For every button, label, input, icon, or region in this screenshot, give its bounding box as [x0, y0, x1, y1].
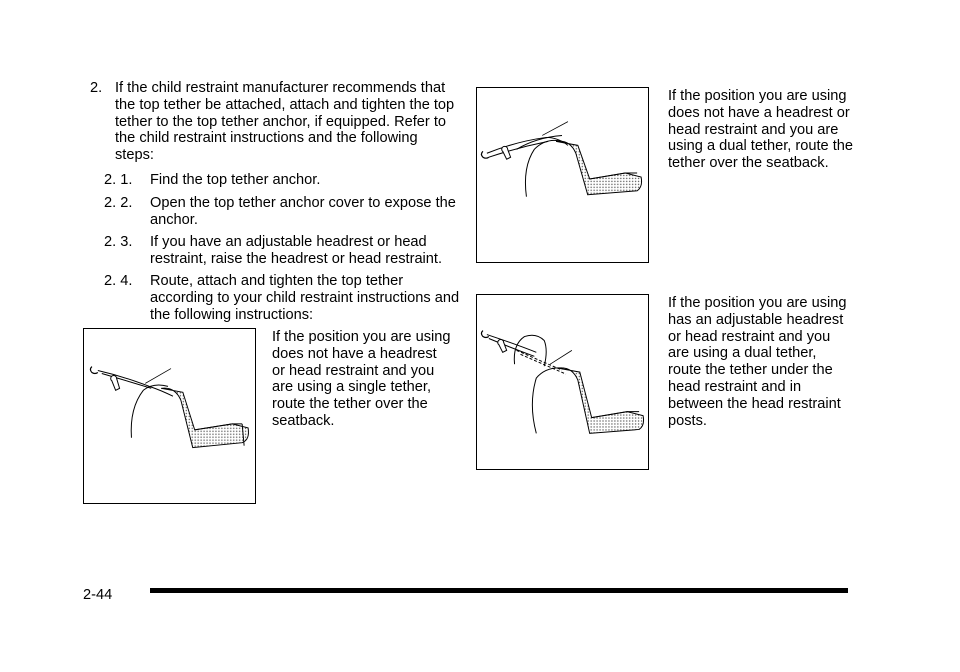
substep-number: 2. 4. [104, 273, 133, 289]
figure-dual-tether-over-seatback [476, 87, 649, 263]
substep-text: Open the top tether anchor cover to expose the anchor. [150, 195, 456, 228]
substep-2-4 [104, 273, 464, 323]
caption-dual-tether-with-headrest: If the position you are using has an adjustable headrest or head restraint and you are using a dual tether, route the tether under the head restraint and in between the head restraint posts. [668, 295, 847, 429]
caption-dual-tether-no-headrest: If the position you are using does not have a headrest or head restraint and you are using a dual tether, route the tether over the seatback. [668, 88, 853, 172]
step-2-text: If the child restraint manufacturer recommends that the top tether be attached, attach and tighten the top tether to the top tether anchor, if equipped. Refer to the child restraint instructions and the following steps: [115, 80, 455, 164]
page-number: 2-44 [83, 587, 113, 603]
substep-2-3 [104, 234, 464, 268]
caption-single-tether: If the position you are using does not have a headrest or head restraint and you are using a single tether, route the tether over the seatback. [272, 329, 451, 429]
substep-number: 2. 3. [104, 234, 133, 250]
substep-text: Route, attach and tighten the top tether according to your child restraint instructions and the following instructions: [150, 273, 460, 323]
step-2 [90, 80, 460, 164]
figure-single-tether-over-seatback [83, 328, 256, 504]
figure-dual-tether-under-headrest [476, 294, 649, 470]
step-2-number: 2. [90, 80, 103, 96]
seat-illustration-icon [477, 295, 648, 469]
substep-text: Find the top tether anchor. [150, 172, 321, 188]
substep-text: If you have an adjustable headrest or head restraint, raise the headrest or head restraint. [150, 234, 443, 267]
footer-rule [150, 588, 848, 593]
seat-illustration-icon [84, 329, 255, 503]
substep-2-1 [104, 172, 464, 189]
seat-illustration-icon [477, 88, 648, 262]
substep-number: 2. 1. [104, 172, 133, 188]
substep-number: 2. 2. [104, 195, 133, 211]
substep-2-2 [104, 195, 464, 229]
